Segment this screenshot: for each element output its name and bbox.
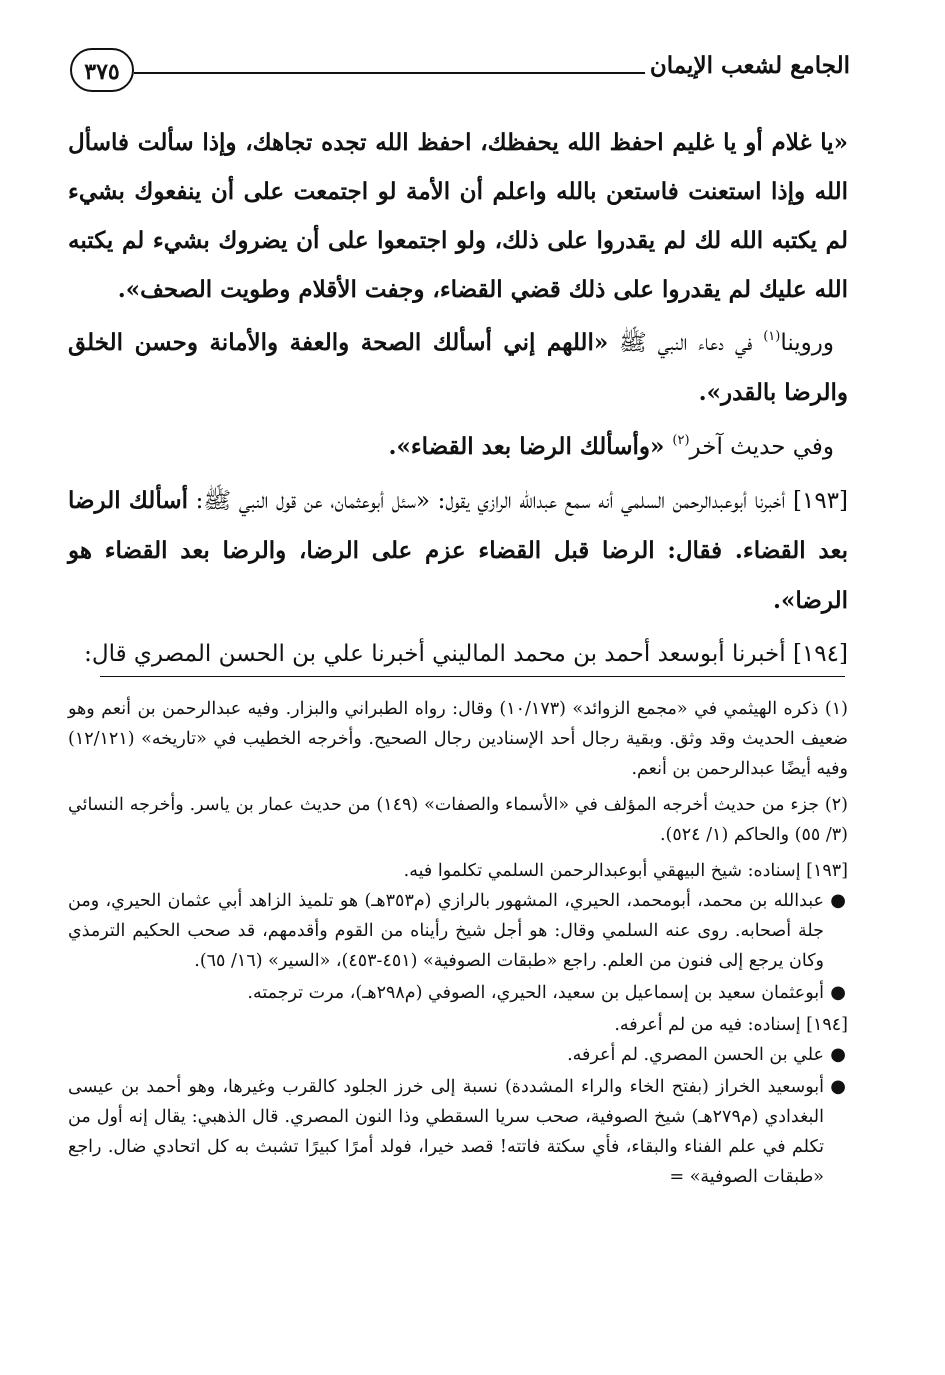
note-194-list [68,1040,848,1192]
list-item [68,978,848,1008]
list-item-text: عبدالله بن محمد، أبومحمد، الحيري، المشهور بالرازي (م٣٥٣هـ) هو تلميذ الزاهد أبي عثمان الحيري، ومن جلة أصحابه. روى عنه السلمي وقال: هو أجل شيخ رأيناه من القوم وأقدمهم، قد صحب الحكيم الترمذي وكان يرجع إلى فنون من العلم. راجع «طبقات الصوفية» (٤٥١-٤٥٣)، «السير» (١٦/ ٦٥). [68,891,824,971]
bullet-icon: ● [830,890,846,911]
book-title: الجامع لشعب الإيمان [649,52,850,79]
report-194: [١٩٤] أخبرنا أبوسعد أحمد بن محمد الماليني أخبرنا علي بن الحسن المصري قال: [84,641,848,667]
footnote-ref-2[interactable]: (٢) [672,433,690,448]
list-item-text: أبوعثمان سعيد بن إسماعيل بن سعيد، الحيري، الصوفي (م٢٩٨هـ)، مرت ترجمته. [247,983,824,1003]
list-item [68,1072,848,1192]
narration-paragraph [68,318,848,418]
dua-text: «اللهم إني أسألك الصحة والعفة والأمانة وحسن الخلق والرضا بالقدر». [68,329,848,406]
page-number: ٣٧٥ [70,48,134,92]
footnotes [68,694,848,1194]
footnote-1: (١) ذكره الهيثمي في «مجمع الزوائد» (١٠/١٧٣) وقال: رواه الطبراني والبزار. وفيه عبدالرحمن بن أنعم وهو ضعيف الحديث وقد وثق. وبقية رجال أحد الإسنادين رجال الصحيح. وأخرجه الخطيب في «تاريخه» (١٢/١٢١) وفيه أيضًا عبدالرحمن بن أنعم. [68,699,848,779]
bullet-icon: ● [830,982,846,1003]
footnote-ref-1[interactable]: (١) [763,329,781,344]
narration-lead: وروينا [780,330,834,356]
narration-intro: في دعاء النبي ﷺ [608,330,764,356]
list-item-text: أبوسعيد الخراز (بفتح الخاء والراء المشددة) نسبة إلى خرز الجلود كالقرب وغيرها، وهو أحمد بن عيسى البغدادي (م٢٧٩هـ) شيخ الصوفية، صحب سريا السقطي وذا النون المصري. قال الذهبي: يقال إنه أول من تكلم في علم الفناء والبقاء، فأي سكتة فاتته! قصد خيرا، فولد أمرًا كبيرًا تشبث به كل اتحادي ضال. راجع «طبقات الصوفية» = [68,1077,824,1187]
note-193-heading: [١٩٣] إسناده: شيخ البيهقي أبوعبدالرحمن السلمي تكلموا فيه. [403,861,848,881]
note-193-list [68,886,848,1008]
list-item [68,1040,848,1070]
footnote-2: (٢) جزء من حديث أخرجه المؤلف في «الأسماء والصفات» (١٤٩) من حديث عمار بن ياسر. وأخرجه النسائي (٣/ ٥٥) والحاكم (١/ ٥٢٤). [68,795,848,845]
hadith-paragraph: «يا غلام أو يا غليم احفظ الله يحفظك، احفظ الله تجده تجاهك، وإذا سألت فاسأل الله وإذا استعنت فاستعن بالله واعلم أن الأمة لو اجتمعت على أن ينفعوك بشيء لم يكتبه الله لك لم يقدروا على ذلك، ولو اجتمعوا على أن يضروك بشيء لم يكتبه الله عليك لم يقدروا على ذلك قضي القضاء، وجفت الأقلام وطويت الصحف». [68,129,848,303]
report-193-text: أسألك الرضا بعد القضاء. فقال: الرضا قبل القضاء عزم على الرضا، والرضا بعد القضاء هو الرضا». [68,487,848,614]
report-193-chain: [١٩٣] أخبرنا أبوعبدالرحمن السلمي أنه سمع عبدالله الرازي يقول: «سئل أبوعثمان، عن قول النبي ﷺ: [188,488,849,514]
bullet-icon: ● [830,1076,846,1097]
other-hadith-text: «وأسألك الرضا بعد القضاء». [388,433,673,460]
main-text [68,118,848,683]
footnote-separator [100,676,845,677]
running-header [70,48,850,98]
other-hadith-paragraph [68,422,848,472]
report-193 [68,476,848,626]
note-194-heading: [١٩٤] إسناده: فيه من لم أعرفه. [614,1015,848,1035]
list-item [68,886,848,976]
list-item-text: علي بن الحسن المصري. لم أعرفه. [567,1045,824,1065]
bullet-icon: ● [830,1044,846,1065]
header-rule [134,72,645,74]
other-hadith-lead: وفي حديث آخر [689,434,834,460]
